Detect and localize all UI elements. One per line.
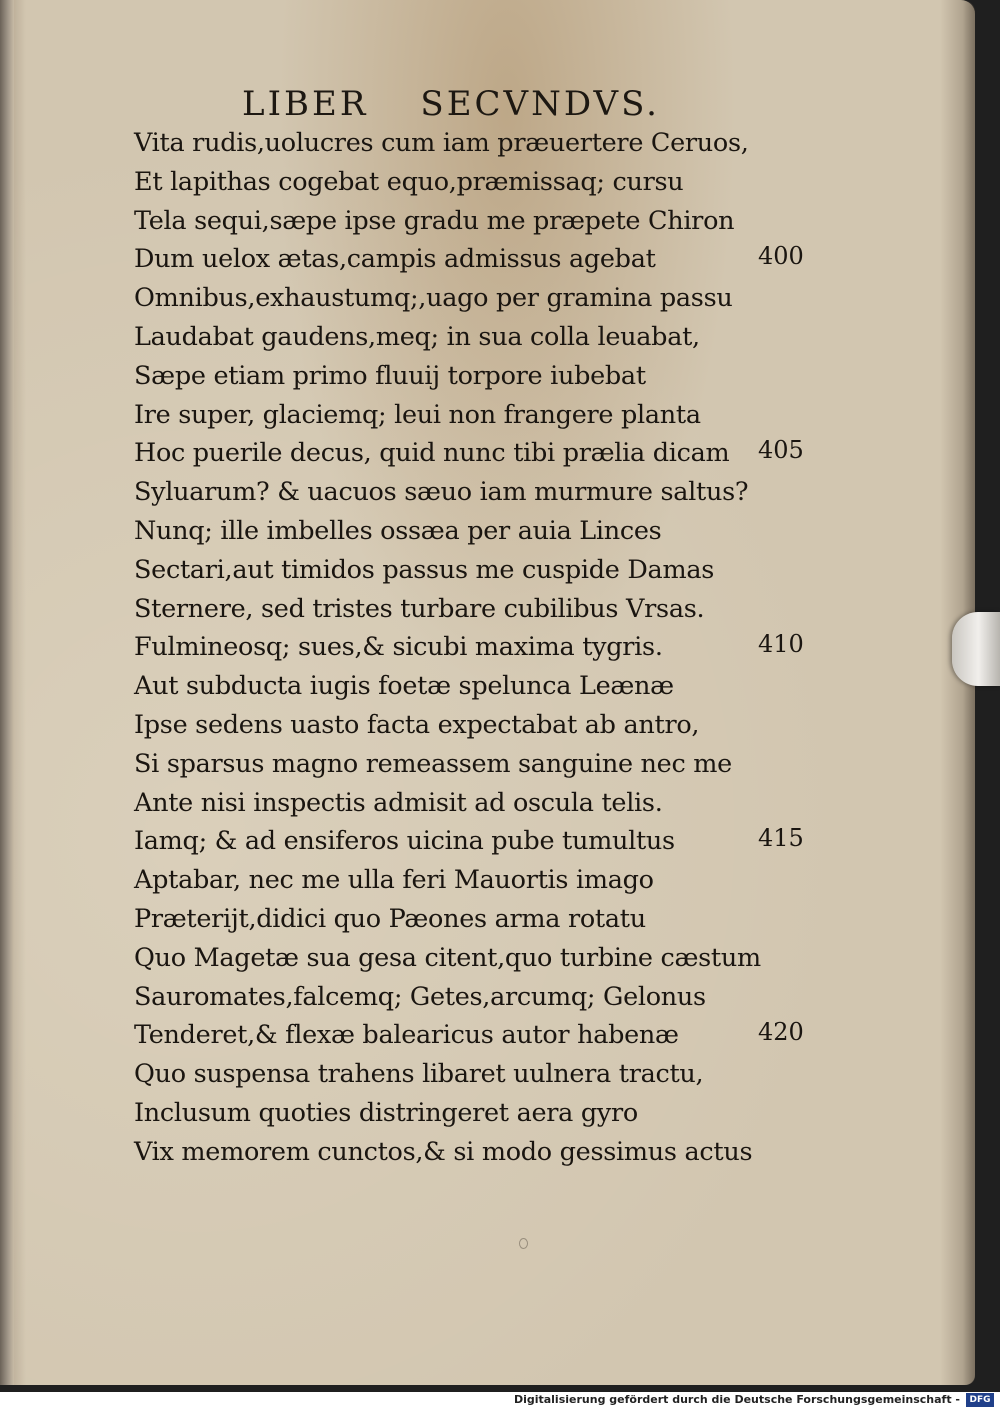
verse-line: Vita rudis,uolucres cum iam præuertere Ceruos,: [134, 128, 749, 158]
verse-line: Laudabat gaudens,meq; in sua colla leuabat,: [134, 322, 700, 352]
verse-line: Ire super, glaciemq; leui non frangere planta: [134, 399, 701, 430]
verse-line: Ipse sedens uasto facta expectabat ab antro,: [134, 710, 700, 740]
page-mark: [519, 1238, 528, 1249]
dfg-logo: DFG: [966, 1393, 994, 1407]
verse-line: Et lapithas cogebat equo,præmissaq; cursu: [134, 166, 684, 197]
line-number: 415: [758, 824, 804, 853]
verse-line: Dum uelox ætas,campis admissus agebat: [134, 244, 656, 275]
verse-line: Syluarum? & uacuos sæuo iam murmure saltus?: [134, 477, 749, 508]
verse-line: Præterijt,didici quo Pæones arma rotatu: [134, 904, 646, 934]
verse-line: Inclusum quoties distringeret aera gyro: [134, 1098, 638, 1128]
verse-line: Nunq; ille imbelles ossæa per auia Linces: [134, 516, 662, 546]
verse-line: Omnibus,exhaustumq;,uago per gramina passu: [134, 283, 733, 314]
verse-line: Iamq; & ad ensiferos uicina pube tumultus: [134, 826, 675, 857]
page-clip: [952, 612, 1000, 686]
line-number: 405: [758, 436, 804, 465]
verse-line: Sæpe etiam primo fluuij torpore iubebat: [134, 360, 646, 391]
verse-line: Tela sequi,sæpe ipse gradu me præpete Chiron: [134, 205, 735, 236]
line-number: 410: [758, 630, 804, 659]
show-through-text: [736, 120, 876, 1180]
verse-line: Si sparsus magno remeassem sanguine nec me: [134, 748, 732, 779]
verse-line: Vix memorem cunctos,& si modo gessimus actus: [134, 1136, 753, 1167]
header-word-secundus: SECVNDVS.: [420, 84, 660, 124]
verse-line: Ante nisi inspectis admisit ad oscula telis.: [134, 787, 663, 818]
verse-line: Sternere, sed tristes turbare cubilibus Vrsas.: [134, 593, 705, 624]
verse-line: Tenderet,& flexæ balearicus autor habenæ: [134, 1020, 679, 1051]
verse-line: Aut subducta iugis foetæ spelunca Leænæ: [134, 671, 674, 702]
header-word-liber: LIBER: [242, 84, 369, 124]
verse-line: Hoc puerile decus, quid nunc tibi prælia dicam: [134, 438, 730, 469]
verse-line: Sectari,aut timidos passus me cuspide Damas: [134, 554, 715, 585]
verse-line: Fulmineosq; sues,& sicubi maxima tygris.: [134, 632, 663, 663]
line-number: 400: [758, 242, 804, 271]
running-header: [242, 84, 660, 124]
verse-line: Aptabar, nec me ulla feri Mauortis imago: [134, 865, 654, 896]
line-number: 420: [758, 1018, 804, 1047]
verse-line: Sauromates,falcemq; Getes,arcumq; Gelonus: [134, 981, 706, 1012]
page-spine: [0, 0, 14, 1385]
page-edge: [963, 0, 975, 1385]
verse-line: Quo Magetæ sua gesa citent,quo turbine cæstum: [134, 942, 761, 973]
footer-credit: Digitalisierung gefördert durch die Deutsche Forschungsgemeinschaft -: [513, 1393, 960, 1406]
verse-line: Quo suspensa trahens libaret uulnera tractu,: [134, 1059, 704, 1090]
